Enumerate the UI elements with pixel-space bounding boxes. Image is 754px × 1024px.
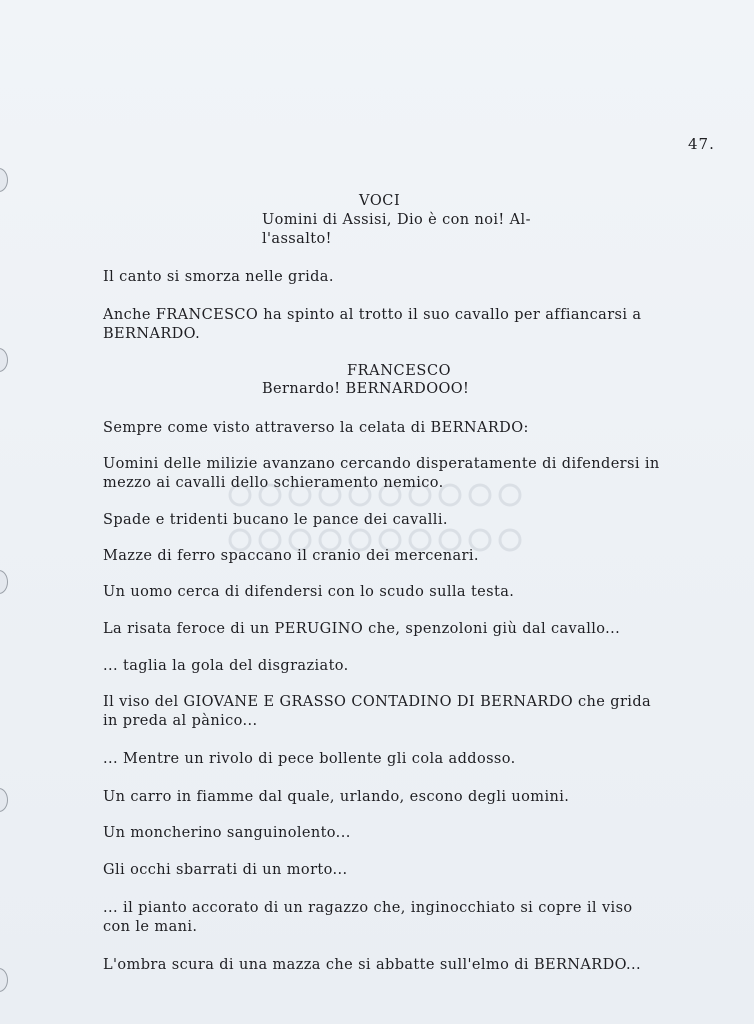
action-line: BERNARDO. <box>103 326 201 342</box>
punch-hole <box>0 968 8 992</box>
action-line: L'ombra scura di una mazza che si abbatte sull'elmo di BERNARDO... <box>103 957 642 973</box>
action-line: Gli occhi sbarrati di un morto... <box>103 862 348 878</box>
action-line: La risata feroce di un PERUGINO che, spenzoloni giù dal cavallo... <box>103 621 621 637</box>
punch-hole <box>0 570 8 594</box>
action-line: Mazze di ferro spaccano il cranio dei mercenari. <box>103 548 479 564</box>
punch-hole <box>0 168 8 192</box>
speaker-name: FRANCESCO <box>347 363 452 379</box>
action-line: ... taglia la gola del disgraziato. <box>103 658 349 674</box>
dialogue-line: Bernardo! BERNARDOOO! <box>262 381 470 397</box>
page-number: 47. <box>688 135 715 153</box>
action-line: Un carro in fiamme dal quale, urlando, escono degli uomini. <box>103 789 570 805</box>
action-line: Il canto si smorza nelle grida. <box>103 269 334 285</box>
action-line: Un moncherino sanguinolento... <box>103 825 351 841</box>
action-line: Un uomo cerca di difendersi con lo scudo sulla testa. <box>103 584 515 600</box>
speaker-name: VOCI <box>359 193 401 209</box>
punch-hole <box>0 348 8 372</box>
action-line: Spade e tridenti bucano le pance dei cavalli. <box>103 512 448 528</box>
dialogue-line: Uomini di Assisi, Dio è con noi! Al- <box>262 212 531 228</box>
action-line: in preda al pànico... <box>103 713 258 729</box>
action-line: con le mani. <box>103 919 198 935</box>
action-line: Il viso del GIOVANE E GRASSO CONTADINO DI BERNARDO che grida <box>103 694 652 710</box>
dialogue-line: l'assalto! <box>262 231 332 247</box>
action-line: ... il pianto accorato di un ragazzo che, inginocchiato si copre il viso <box>103 900 633 916</box>
action-line: Uomini delle milizie avanzano cercando disperatamente di difendersi in <box>103 456 660 472</box>
punch-hole <box>0 788 8 812</box>
action-line: Anche FRANCESCO ha spinto al trotto il suo cavallo per affiancarsi a <box>103 307 642 323</box>
action-line: mezzo ai cavalli dello schieramento nemico. <box>103 475 444 491</box>
action-line: Sempre come visto attraverso la celata di BERNARDO: <box>103 420 529 436</box>
action-line: ... Mentre un rivolo di pece bollente gli cola addosso. <box>103 751 516 767</box>
